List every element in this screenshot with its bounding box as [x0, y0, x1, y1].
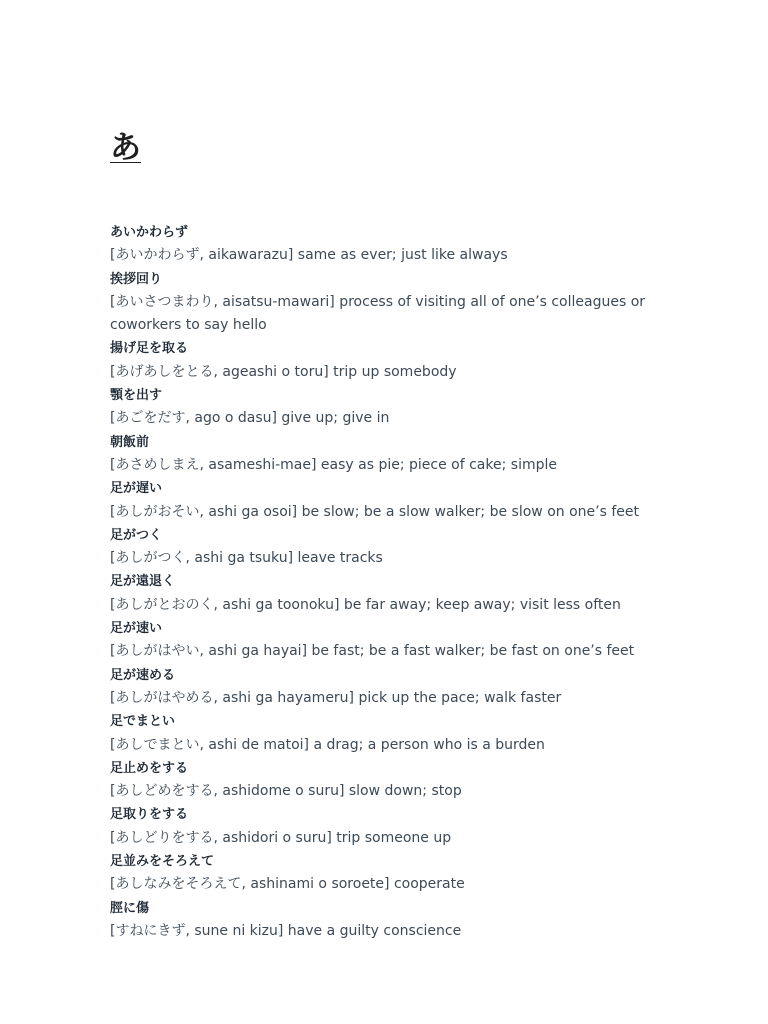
entry-term: 挨拶回り [110, 271, 163, 287]
entry-definition: [あしどりをする, ashidori o suru] trip someone up [110, 829, 452, 846]
entry-term: あいかわらず [110, 225, 189, 240]
entry-term: 足がつく [110, 527, 163, 543]
list-item [110, 384, 710, 431]
entry-definition: [あしどめをする, ashidome o suru] slow down; stop [110, 783, 462, 800]
entry-definition: [あいかわらず, aikawarazu] same as ever; just like always [110, 247, 508, 264]
entry-term: 朝飯前 [110, 434, 150, 450]
entry-term: 足並みをそろえて [110, 854, 215, 870]
list-item [110, 221, 710, 268]
list-item [110, 664, 710, 711]
list-item [110, 524, 710, 571]
entry-definition: [あしがつく, ashi ga tsuku] leave tracks [110, 550, 383, 567]
entry-term: 足が遅い [110, 481, 163, 497]
entry-definition: [あしでまとい, ashi de matoi] a drag; a person who is a burden [110, 736, 545, 753]
entry-definition: [あごをだす, ago o dasu] give up; give in [110, 410, 390, 427]
entry-list [110, 221, 710, 943]
section-heading: あ [110, 130, 141, 166]
entry-term: 顎を出す [110, 388, 163, 404]
entry-definition: [すねにきず, sune ni kizu] have a guilty conscience [110, 922, 462, 939]
entry-term: 足が速い [110, 621, 163, 637]
list-item [110, 337, 710, 384]
entry-term: 足が速める [110, 667, 176, 683]
entry-definition: [あしなみをそろえて, ashinami o soroete] cooperate [110, 876, 465, 893]
list-item [110, 617, 710, 664]
list-item [110, 803, 710, 850]
list-item [110, 268, 710, 338]
entry-definition: [あいさつまわり, aisatsu-mawari] process of visiting all of one’s colleagues or coworkers to say hello [110, 293, 646, 334]
entry-definition: [あげあしをとる, ageashi o toru] trip up somebody [110, 363, 457, 380]
list-item [110, 850, 710, 897]
entry-term: 足取りをする [110, 807, 189, 823]
list-item [110, 897, 710, 944]
entry-term: 脛に傷 [110, 900, 150, 916]
entry-definition: [あさめしまえ, asameshi-mae] easy as pie; piece of cake; simple [110, 456, 557, 473]
list-item [110, 570, 710, 617]
list-item [110, 477, 710, 524]
entry-term: 足止めをする [110, 760, 189, 776]
entry-definition: [あしがとおのく, ashi ga toonoku] be far away; keep away; visit less often [110, 596, 621, 613]
list-item [110, 757, 710, 804]
document-page [110, 128, 710, 939]
entry-term: 揚げ足を取る [110, 341, 189, 357]
entry-term: 足でまとい [110, 714, 176, 730]
entry-definition: [あしがはやい, ashi ga hayai] be fast; be a fast walker; be fast on one’s feet [110, 643, 635, 660]
entry-term: 足が遠退く [110, 574, 176, 590]
list-item [110, 431, 710, 478]
entry-definition: [あしがはやめる, ashi ga hayameru] pick up the pace; walk faster [110, 689, 562, 706]
entry-definition: [あしがおそい, ashi ga osoi] be slow; be a slow walker; be slow on one’s feet [110, 503, 639, 520]
list-item [110, 710, 710, 757]
